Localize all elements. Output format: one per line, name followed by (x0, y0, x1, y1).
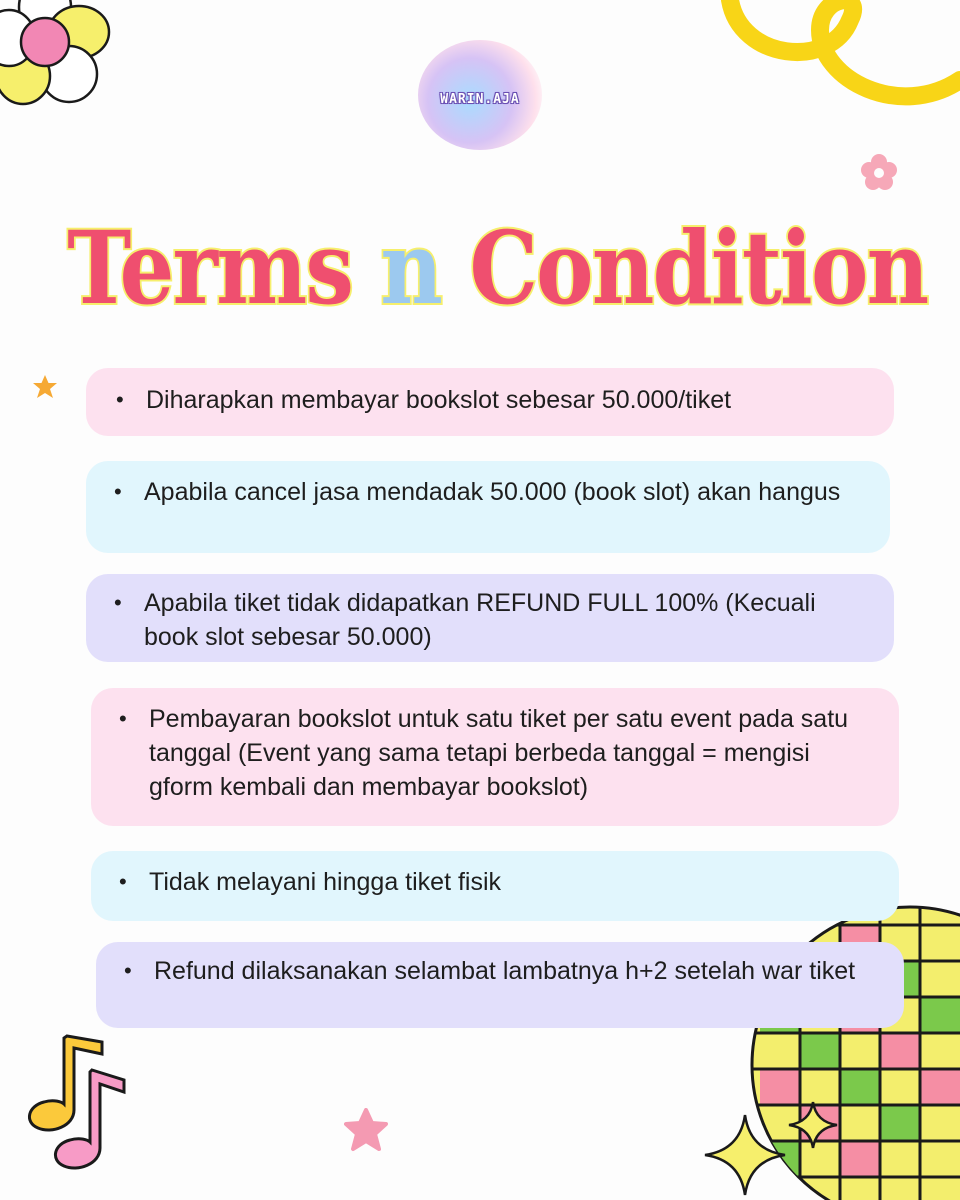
term-text-4: Pembayaran bookslot untuk satu tiket per satu event pada satu tanggal (Event yang sama tetapi berbeda tanggal = mengisi gform kembali dan membayar bookslot) (149, 705, 849, 801)
term-card-4 (91, 688, 899, 826)
term-text-3: Apabila tiket tidak didapatkan REFUND FULL 100% (Kecuali book slot sebesar 50.000) (144, 589, 816, 651)
small-flower-icon (856, 150, 902, 196)
term-text-2: Apabila cancel jasa mendadak 50.000 (book slot) akan hangus (144, 478, 841, 506)
page-title (67, 208, 928, 328)
bullet-icon: • (114, 479, 122, 504)
term-card-6 (96, 942, 904, 1028)
logo-text: WARIN.AJA (440, 91, 520, 107)
term-text-6: Refund dilaksanakan selambat lambatnya h+2 setelah war tiket (154, 957, 856, 985)
sparkle-icon (695, 1100, 845, 1200)
star-icon (344, 1108, 388, 1152)
swirl-icon (720, 0, 960, 130)
bullet-icon: • (116, 387, 124, 412)
logo (418, 40, 542, 150)
flower-icon (0, 0, 145, 145)
bullet-icon: • (114, 590, 122, 615)
term-text-5: Tidak melayani hingga tiket fisik (149, 868, 502, 896)
term-card-5 (91, 851, 899, 921)
star-icon (32, 374, 58, 400)
title-word-terms: Terms (67, 209, 353, 327)
bullet-icon: • (124, 958, 132, 983)
bullet-icon: • (119, 706, 127, 731)
term-card-3 (86, 574, 894, 662)
term-card-2 (86, 461, 890, 553)
title-connector: n (380, 209, 442, 327)
term-card-1 (86, 368, 894, 436)
title-word-condition: Condition (469, 209, 928, 327)
bullet-icon: • (119, 869, 127, 894)
term-text-1: Diharapkan membayar bookslot sebesar 50.000/tiket (146, 386, 732, 414)
music-note-icon (12, 1028, 127, 1178)
